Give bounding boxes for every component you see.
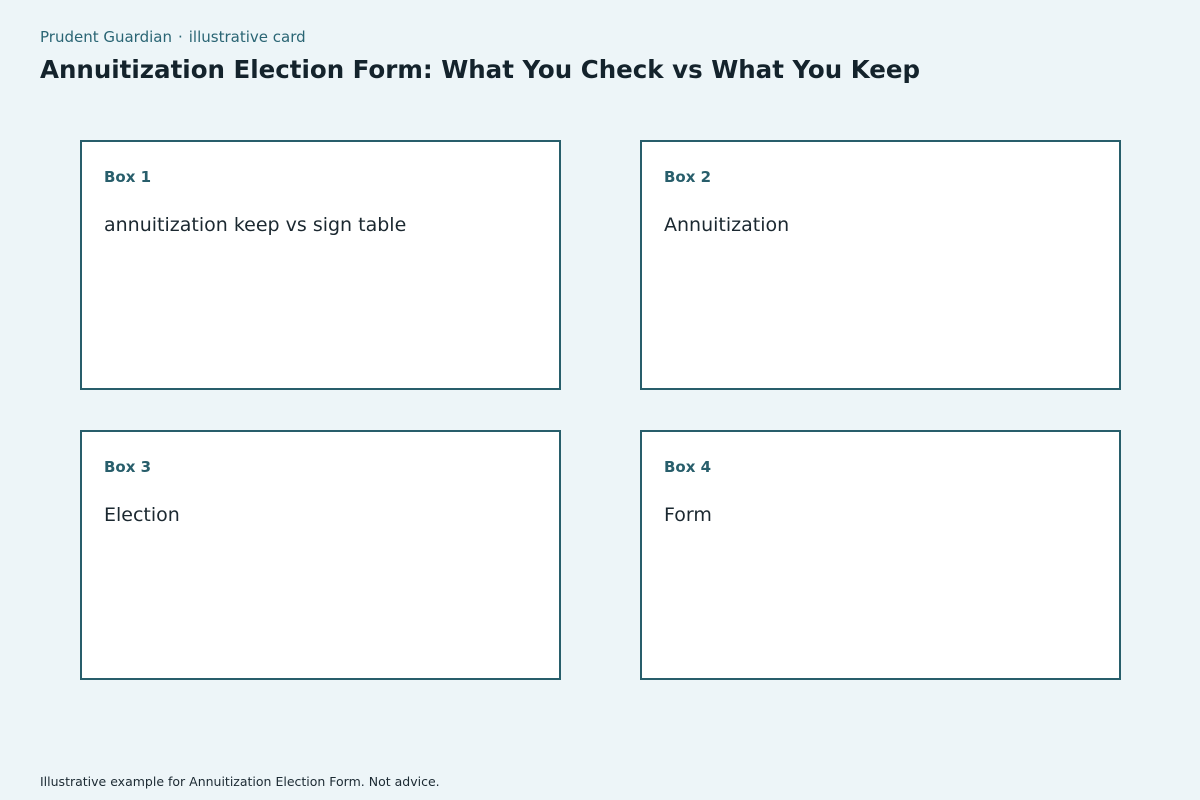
- box-card-4: [640, 430, 1121, 680]
- box-label: Box 1: [104, 168, 152, 186]
- box-card-2: [640, 140, 1121, 390]
- box-card-1: [80, 140, 561, 390]
- box-label: Box 3: [104, 458, 152, 476]
- page-title: Annuitization Election Form: What You Check vs What You Keep: [40, 55, 921, 84]
- brand-separator: ·: [177, 28, 183, 46]
- box-text: Form: [664, 504, 712, 526]
- box-card-3: [80, 430, 561, 680]
- box-label: Box 4: [664, 458, 712, 476]
- brand-tag: illustrative card: [188, 28, 306, 46]
- footnote: Illustrative example for Annuitization Election Form. Not advice.: [40, 774, 440, 789]
- brand-name: Prudent Guardian: [40, 28, 172, 46]
- box-text: Election: [104, 504, 180, 526]
- box-text: annuitization keep vs sign table: [104, 214, 407, 236]
- box-text: Annuitization: [664, 214, 790, 236]
- box-grid: [80, 140, 1121, 681]
- box-label: Box 2: [664, 168, 712, 186]
- brand-line: [40, 27, 306, 47]
